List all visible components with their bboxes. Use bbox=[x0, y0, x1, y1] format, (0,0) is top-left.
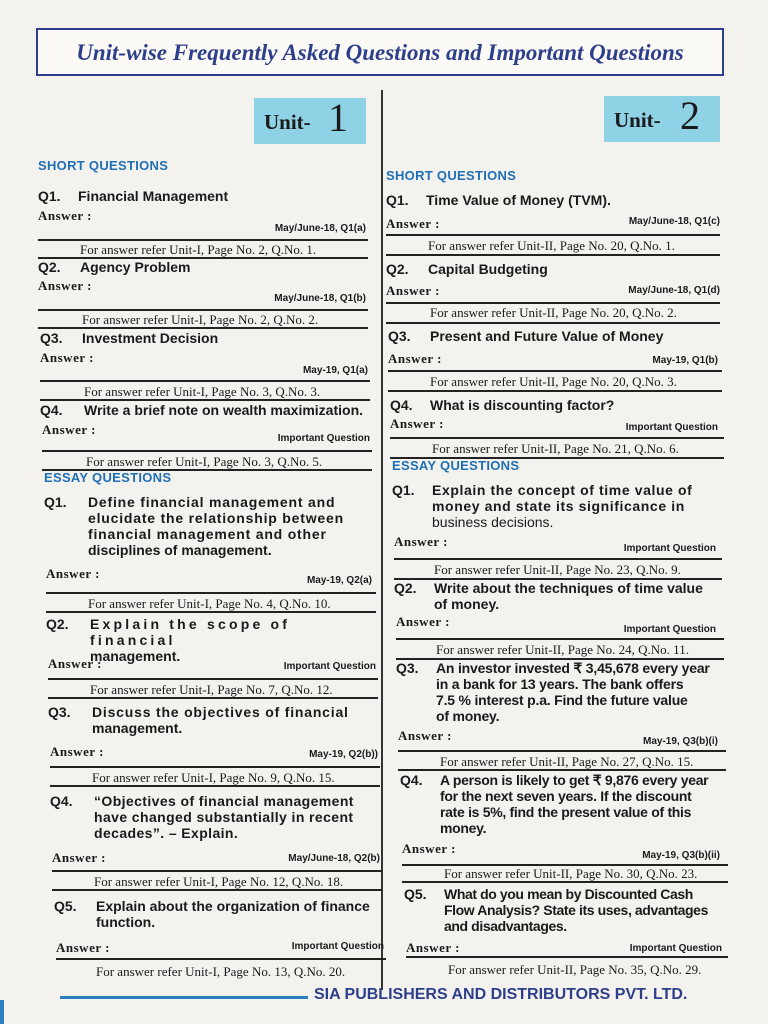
question-text: Agency Problem bbox=[80, 259, 191, 275]
unit-2-badge-word: Unit- bbox=[614, 108, 661, 132]
question-number: Q2. bbox=[386, 261, 409, 277]
divider bbox=[402, 881, 728, 883]
answer-reference: For answer refer Unit-I, Page No. 3, Q.No. 5. bbox=[86, 454, 323, 469]
divider bbox=[48, 697, 378, 699]
answer-reference: For answer refer Unit-I, Page No. 3, Q.No. 3. bbox=[84, 384, 321, 399]
answer-reference: For answer refer Unit-II, Page No. 20, Q.No. 2. bbox=[430, 305, 677, 320]
question-text-line: Explain about the organization of finance bbox=[96, 898, 370, 914]
exam-tag: May-19, Q1(b) bbox=[652, 355, 718, 366]
answer-reference: For answer refer Unit-II, Page No. 24, Q.No. 11. bbox=[436, 642, 689, 657]
question-text-line: have changed substantially in recent bbox=[94, 809, 354, 825]
question-text: Present and Future Value of Money bbox=[430, 328, 664, 344]
answer-reference: For answer refer Unit-I, Page No. 2, Q.No. 2. bbox=[82, 312, 319, 327]
question-text-line: A person is likely to get ₹ 9,876 every year bbox=[440, 772, 709, 788]
answer-reference: For answer refer Unit-I, Page No. 7, Q.No. 12. bbox=[90, 682, 333, 697]
divider bbox=[38, 239, 368, 241]
question-text: What is discounting factor? bbox=[430, 397, 615, 413]
question-text-line: money. bbox=[440, 820, 487, 836]
divider bbox=[46, 592, 376, 594]
question-text-line: elucidate the relationship between bbox=[88, 510, 344, 526]
question-text-line: function. bbox=[96, 914, 156, 930]
divider bbox=[50, 766, 380, 768]
question-text-line: Explain the concept of time value of bbox=[432, 482, 693, 498]
question-text-line: An investor invested ₹ 3,45,678 every year bbox=[436, 660, 710, 676]
footer-rule bbox=[60, 996, 308, 999]
unit-1-badge-number: 1 bbox=[328, 95, 348, 140]
unit-2-badge bbox=[604, 93, 720, 142]
divider bbox=[398, 769, 726, 771]
divider bbox=[40, 399, 370, 401]
question-text-line: for the next seven years. If the discount bbox=[440, 788, 692, 804]
answer-reference: For answer refer Unit-II, Page No. 30, Q.No. 23. bbox=[444, 866, 698, 881]
divider bbox=[52, 889, 382, 891]
question-number: Q3. bbox=[388, 328, 411, 344]
answer-label: Answer : bbox=[42, 422, 96, 437]
publisher-footer: SIA PUBLISHERS AND DISTRIBUTORS PVT. LTD. bbox=[314, 986, 688, 1003]
exam-tag: May-19, Q2(a) bbox=[306, 575, 372, 586]
question-number: Q3. bbox=[48, 704, 71, 720]
unit-1-badge-word: Unit- bbox=[264, 110, 311, 134]
exam-tag: May/June-18, Q1(a) bbox=[274, 223, 366, 234]
question-text-line: money and state its significance in bbox=[432, 498, 685, 514]
answer-label: Answer : bbox=[46, 566, 100, 581]
question-text-line: decades”. – Explain. bbox=[94, 825, 239, 841]
divider bbox=[396, 638, 724, 640]
answer-label: Answer : bbox=[50, 744, 104, 759]
page-edge-mark bbox=[0, 1000, 4, 1024]
question-text-line: rate is 5%, find the present value of this bbox=[440, 804, 692, 820]
question-text-line: Flow Analysis? State its uses, advantages bbox=[444, 902, 708, 918]
question-text-line: What do you mean by Discounted Cash bbox=[444, 886, 693, 902]
exam-tag: May/June-18, Q2(b) bbox=[288, 853, 380, 864]
question-number: Q4. bbox=[390, 397, 413, 413]
answer-label: Answer : bbox=[388, 351, 442, 366]
unit-2-short-heading: SHORT QUESTIONS bbox=[386, 168, 517, 183]
answer-reference: For answer refer Unit-II, Page No. 21, Q.No. 6. bbox=[432, 441, 679, 456]
answer-reference: For answer refer Unit-II, Page No. 27, Q.No. 15. bbox=[440, 754, 694, 769]
question-text-line: Write about the techniques of time value bbox=[434, 580, 703, 596]
answer-reference: For answer refer Unit-II, Page No. 35, Q.No. 29. bbox=[448, 962, 702, 977]
question-text: Time Value of Money (TVM). bbox=[426, 192, 611, 208]
divider bbox=[388, 370, 722, 372]
question-number: Q5. bbox=[54, 898, 77, 914]
answer-label: Answer : bbox=[394, 534, 448, 549]
question-number: Q4. bbox=[50, 793, 73, 809]
divider bbox=[56, 958, 386, 960]
question-number: Q2. bbox=[38, 259, 61, 275]
question-text-line: of money. bbox=[434, 596, 500, 612]
question-number: Q4. bbox=[400, 772, 423, 788]
answer-label: Answer : bbox=[40, 350, 94, 365]
question-number: Q1. bbox=[392, 482, 415, 498]
divider bbox=[398, 750, 726, 752]
answer-reference: For answer refer Unit-I, Page No. 13, Q.No. 20. bbox=[96, 964, 346, 979]
answer-label: Answer : bbox=[402, 841, 456, 856]
exam-tag: Important Question bbox=[625, 422, 718, 433]
unit-2-badge-number: 2 bbox=[680, 93, 700, 138]
divider bbox=[390, 437, 724, 439]
question-text-line: in a bank for 13 years. The bank offers bbox=[436, 676, 684, 692]
unit-2-essay-heading: ESSAY QUESTIONS bbox=[392, 458, 520, 473]
divider bbox=[388, 390, 722, 392]
divider bbox=[38, 327, 368, 329]
question-number: Q1. bbox=[44, 494, 67, 510]
question-number: Q1. bbox=[38, 188, 61, 204]
exam-tag: May-19, Q2(b)) bbox=[309, 749, 378, 760]
exam-tag: Important Question bbox=[291, 941, 384, 952]
answer-label: Answer : bbox=[390, 416, 444, 431]
divider bbox=[406, 956, 728, 958]
answer-reference: For answer refer Unit-I, Page No. 2, Q.No. 1. bbox=[80, 242, 317, 257]
question-text-line: management. bbox=[90, 648, 181, 664]
question-text-line: 7.5 % interest p.a. Find the future value bbox=[436, 692, 688, 708]
answer-label: Answer : bbox=[386, 216, 440, 231]
divider bbox=[386, 234, 720, 236]
exam-tag: May-19, Q3(b)(ii) bbox=[642, 850, 720, 861]
question-text-line: management. bbox=[92, 720, 183, 736]
question-text-line: Explain the scope of financial bbox=[90, 616, 291, 648]
answer-reference: For answer refer Unit-I, Page No. 12, Q.No. 18. bbox=[94, 874, 344, 889]
page-title: Unit-wise Frequently Asked Questions and Important Questions bbox=[76, 40, 684, 65]
exam-tag: May/June-18, Q1(d) bbox=[628, 285, 720, 296]
question-text-line: business decisions. bbox=[432, 514, 554, 530]
divider bbox=[38, 309, 368, 311]
question-number: Q2. bbox=[46, 616, 69, 632]
answer-label: Answer : bbox=[406, 940, 460, 955]
question-number: Q4. bbox=[40, 402, 63, 418]
question-number: Q3. bbox=[40, 330, 63, 346]
divider bbox=[48, 678, 378, 680]
unit-1-essay-heading: ESSAY QUESTIONS bbox=[44, 470, 172, 485]
question-text-line: Define financial management and bbox=[88, 494, 336, 510]
divider bbox=[52, 870, 382, 872]
question-text: Write a brief note on wealth maximization. bbox=[84, 402, 364, 418]
question-text: Financial Management bbox=[78, 188, 229, 204]
exam-tag: May/June-18, Q1(b) bbox=[274, 293, 366, 304]
question-text: Capital Budgeting bbox=[428, 261, 548, 277]
question-number: Q3. bbox=[396, 660, 419, 676]
exam-tag: May-19, Q3(b)(i) bbox=[642, 736, 718, 747]
divider bbox=[386, 254, 720, 256]
question-text-line: and disadvantages. bbox=[444, 918, 567, 934]
question-text-line: Discuss the objectives of financial bbox=[92, 704, 349, 720]
question-text-line: of money. bbox=[436, 708, 500, 724]
column-divider bbox=[381, 90, 383, 990]
question-number: Q1. bbox=[386, 192, 409, 208]
answer-label: Answer : bbox=[386, 283, 440, 298]
answer-reference: For answer refer Unit-I, Page No. 4, Q.No. 10. bbox=[88, 596, 331, 611]
answer-reference: For answer refer Unit-II, Page No. 20, Q.No. 3. bbox=[430, 374, 677, 389]
divider bbox=[386, 302, 720, 304]
divider bbox=[386, 322, 720, 324]
unit-1-short-heading: SHORT QUESTIONS bbox=[38, 158, 169, 173]
answer-label: Answer : bbox=[396, 614, 450, 629]
answer-label: Answer : bbox=[38, 208, 92, 223]
exam-tag: Important Question bbox=[277, 433, 370, 444]
exam-tag: May-19, Q1(a) bbox=[302, 365, 368, 376]
exam-tag: Important Question bbox=[623, 624, 716, 635]
question-text-line: “Objectives of financial management bbox=[94, 793, 354, 809]
answer-reference: For answer refer Unit-I, Page No. 9, Q.No. 15. bbox=[92, 770, 335, 785]
answer-label: Answer : bbox=[38, 278, 92, 293]
divider bbox=[40, 380, 370, 382]
divider bbox=[46, 611, 376, 613]
exam-tag: Important Question bbox=[629, 943, 722, 954]
unit-1-badge bbox=[254, 95, 366, 144]
answer-label: Answer : bbox=[52, 850, 106, 865]
question-text-line: financial management and other bbox=[88, 526, 327, 542]
answer-reference: For answer refer Unit-II, Page No. 20, Q.No. 1. bbox=[428, 238, 675, 253]
answer-label: Answer : bbox=[398, 728, 452, 743]
exam-tag: May/June-18, Q1(c) bbox=[628, 216, 720, 227]
answer-reference: For answer refer Unit-II, Page No. 23, Q.No. 9. bbox=[434, 562, 681, 577]
exam-tag: Important Question bbox=[623, 543, 716, 554]
question-text: Investment Decision bbox=[82, 330, 219, 346]
page-title-box bbox=[36, 28, 724, 76]
question-number: Q5. bbox=[404, 886, 427, 902]
divider bbox=[394, 558, 722, 560]
answer-label: Answer : bbox=[48, 656, 102, 671]
divider bbox=[50, 785, 380, 787]
exam-tag: Important Question bbox=[283, 661, 376, 672]
divider bbox=[42, 450, 372, 452]
answer-label: Answer : bbox=[56, 940, 110, 955]
question-number: Q2. bbox=[394, 580, 417, 596]
question-text-line: disciplines of management. bbox=[88, 542, 272, 558]
